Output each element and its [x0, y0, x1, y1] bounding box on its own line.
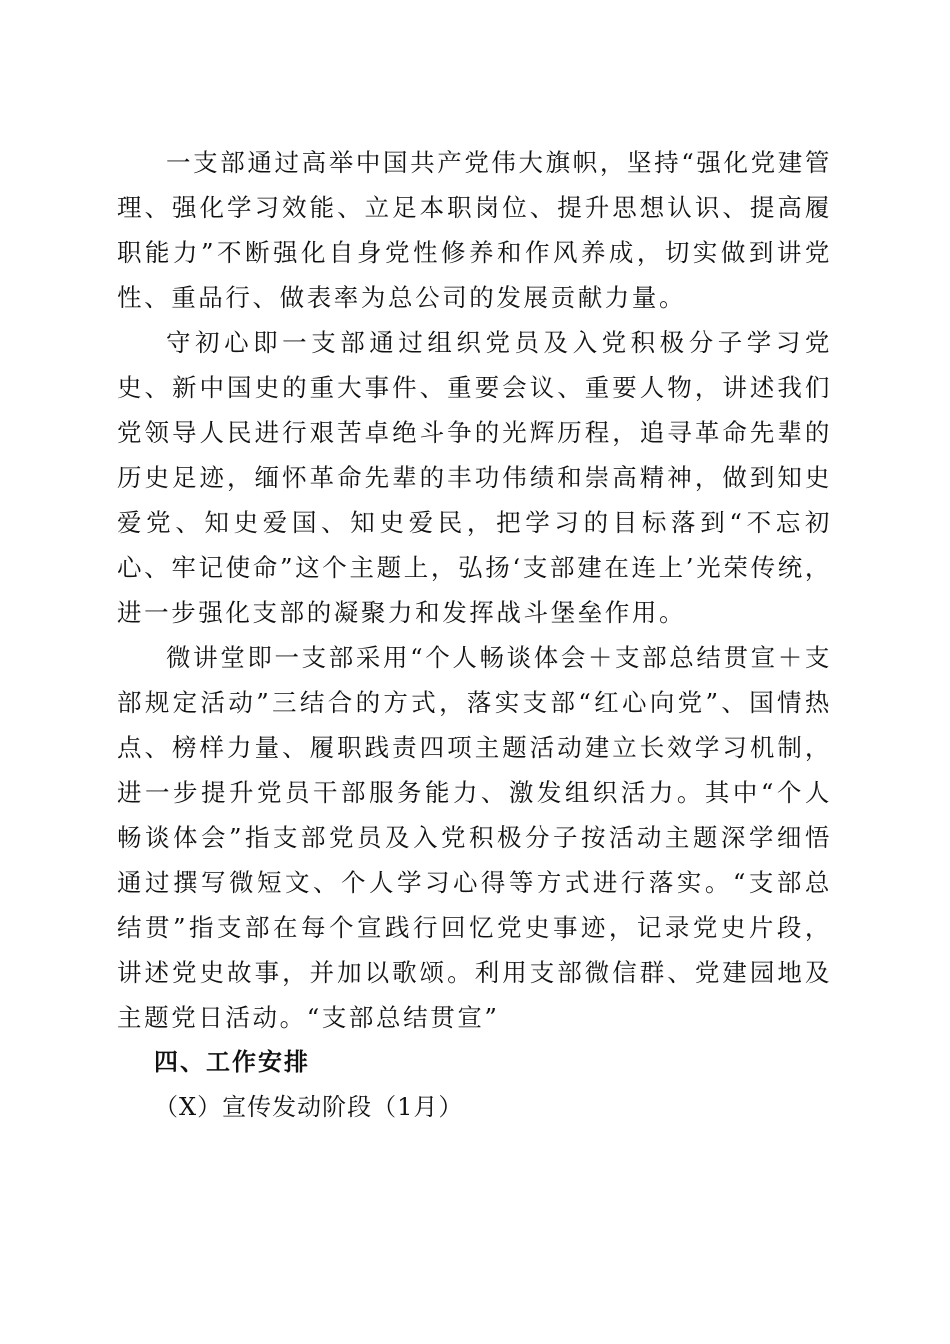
paragraph-micro-lecture: 微讲堂即一支部采用“个人畅谈体会＋支部总结贯宣＋支部规定活动”三结合的方式，落实支部“红心向党”、国情热点、榜样力量、履职践责四项主题活动建立长效学习机制，进一步提升党员干部服务能力、激发组织活力。其中“个人畅谈体会”指支部党员及入党积极分子按活动主题深学细悟通过撰写微短文、个人学习心得等方式进行落实。“支部总结贯”指支部在每个宣践行回忆党史事迹，记录党史片段，讲述党史故事，并加以歌颂。利用支部微信群、党建园地及主题党日活动。“支部总结贯宣” [117, 643, 832, 1032]
subsection-heading: （X）宣传发动阶段（1月） [154, 1093, 464, 1121]
paragraph-original-aspiration: 守初心即一支部通过组织党员及入党积极分子学习党史、新中国史的重大事件、重要会议、重要人物，讲述我们党领导人民进行艰苦卓绝斗争的光辉历程，追寻革命先辈的历史足迹，缅怀革命先辈的丰功伟绩和崇高精神，做到知史爱党、知史爱国、知史爱民，把学习的目标落到“不忘初心、牢记使命”这个主题上，弘扬‘支部建在连上’光荣传统，进一步强化支部的凝聚力和发挥战斗堡垒作用。 [117, 328, 832, 627]
section-heading: 四、工作安排 [154, 1048, 310, 1076]
document-body [117, 140, 832, 1130]
paragraph-party-flag: 一支部通过高举中国共产党伟大旗帜，坚持“强化党建管理、强化学习效能、立足本职岗位、提升思想认识、提高履职能力”不断强化自身党性修养和作风养成，切实做到讲党性、重品行、做表率为总公司的发展贡献力量。 [117, 148, 832, 312]
